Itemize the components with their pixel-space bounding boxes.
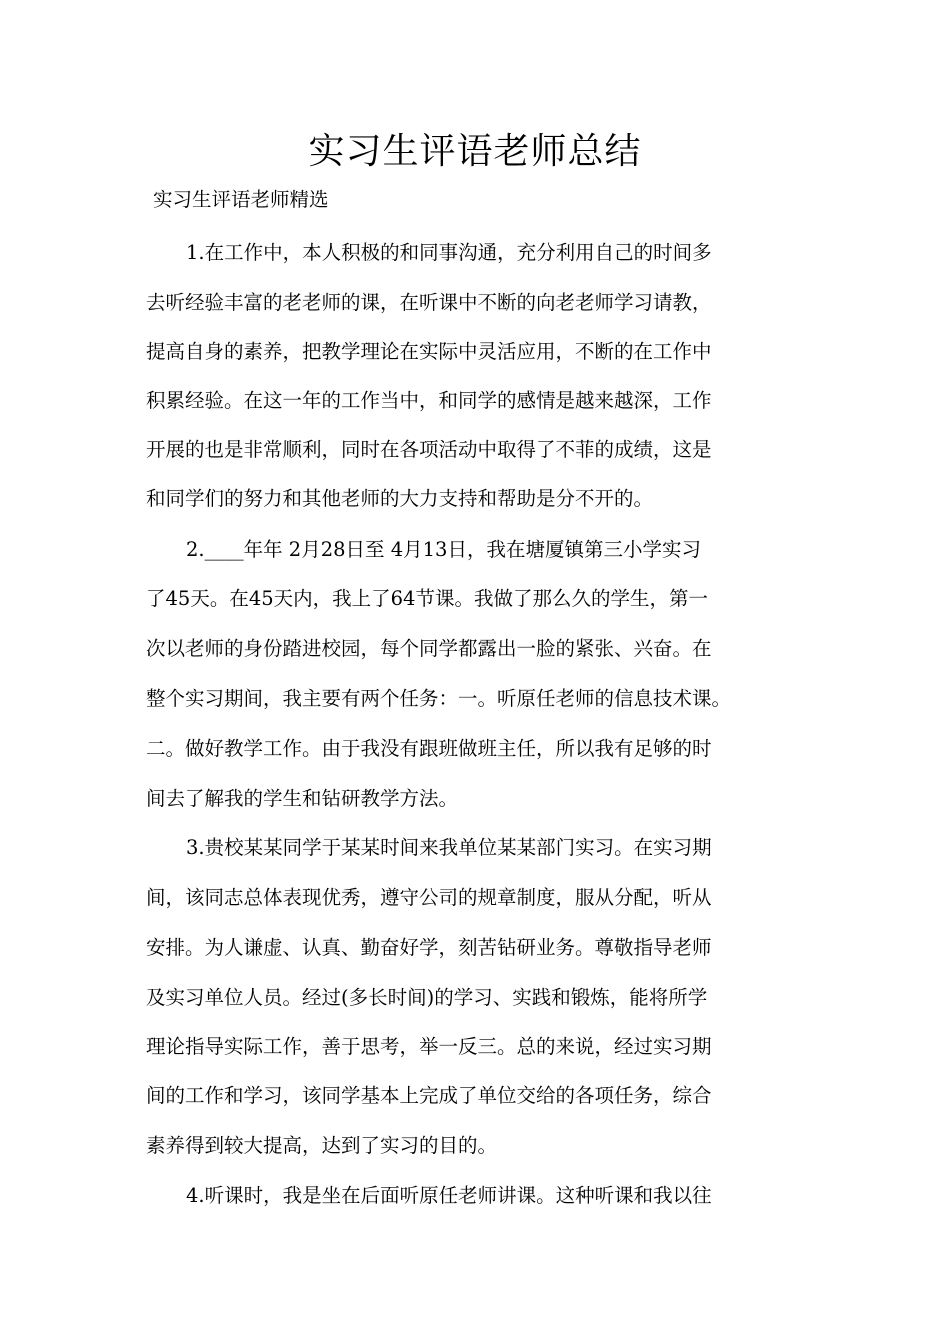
paragraph-2-line-2: 了45天。在45天内，我上了64节课。我做了那么久的学生，第一 bbox=[146, 587, 708, 610]
paragraph-3-line-3: 安排。为人谦虚、认真、勤奋好学，刻苦钻研业务。尊敬指导老师 bbox=[146, 936, 712, 959]
paragraph-3-line-2: 间，该同志总体表现优秀，遵守公司的规章制度，服从分配，听从 bbox=[146, 886, 712, 909]
paragraph-2-line-6: 间去了解我的学生和钻研教学方法。 bbox=[146, 787, 459, 810]
page-title: 实习生评语老师总结 bbox=[308, 131, 642, 172]
paragraph-3-line-6: 间的工作和学习，该同学基本上完成了单位交给的各项任务，综合 bbox=[146, 1084, 712, 1107]
paragraph-2-line-5: 二。做好教学工作。由于我没有跟班做班主任，所以我有足够的时 bbox=[146, 737, 712, 760]
paragraph-2-line-4: 整个实习期间，我主要有两个任务：一。听原任老师的信息技术课。 bbox=[146, 687, 732, 710]
paragraph-1-line-2: 去听经验丰富的老老师的课，在听课中不断的向老老师学习请教， bbox=[146, 291, 712, 314]
paragraph-1-line-6: 和同学们的努力和其他老师的大力支持和帮助是分不开的。 bbox=[146, 487, 654, 510]
paragraph-4-line-1: 4.听课时，我是坐在后面听原任老师讲课。这种听课和我以往 bbox=[186, 1184, 712, 1207]
paragraph-3-line-7: 素养得到较大提高，达到了实习的目的。 bbox=[146, 1134, 498, 1157]
page-subtitle: 实习生评语老师精选 bbox=[153, 188, 329, 211]
paragraph-1-line-5: 开展的也是非常顺利，同时在各项活动中取得了不菲的成绩，这是 bbox=[146, 438, 712, 461]
paragraph-2-line-1: 2.____年年 2月28日至 4月13日，我在塘厦镇第三小学实习 bbox=[186, 538, 701, 561]
paragraph-1-line-4: 积累经验。在这一年的工作当中，和同学的感情是越来越深，工作 bbox=[146, 389, 712, 412]
paragraph-3-line-5: 理论指导实际工作，善于思考，举一反三。总的来说，经过实习期 bbox=[146, 1035, 712, 1058]
paragraph-1-line-1: 1.在工作中，本人积极的和同事沟通，充分利用自己的时间多 bbox=[186, 241, 712, 264]
paragraph-3-line-4: 及实习单位人员。经过(多长时间)的学习、实践和锻炼，能将所学 bbox=[146, 986, 708, 1009]
paragraph-1-line-3: 提高自身的素养，把教学理论在实际中灵活应用，不断的在工作中 bbox=[146, 340, 712, 363]
paragraph-3-line-1: 3.贵校某某同学于某某时间来我单位某某部门实习。在实习期 bbox=[186, 836, 712, 859]
paragraph-2-line-3: 次以老师的身份踏进校园，每个同学都露出一脸的紧张、兴奋。在 bbox=[146, 637, 712, 660]
